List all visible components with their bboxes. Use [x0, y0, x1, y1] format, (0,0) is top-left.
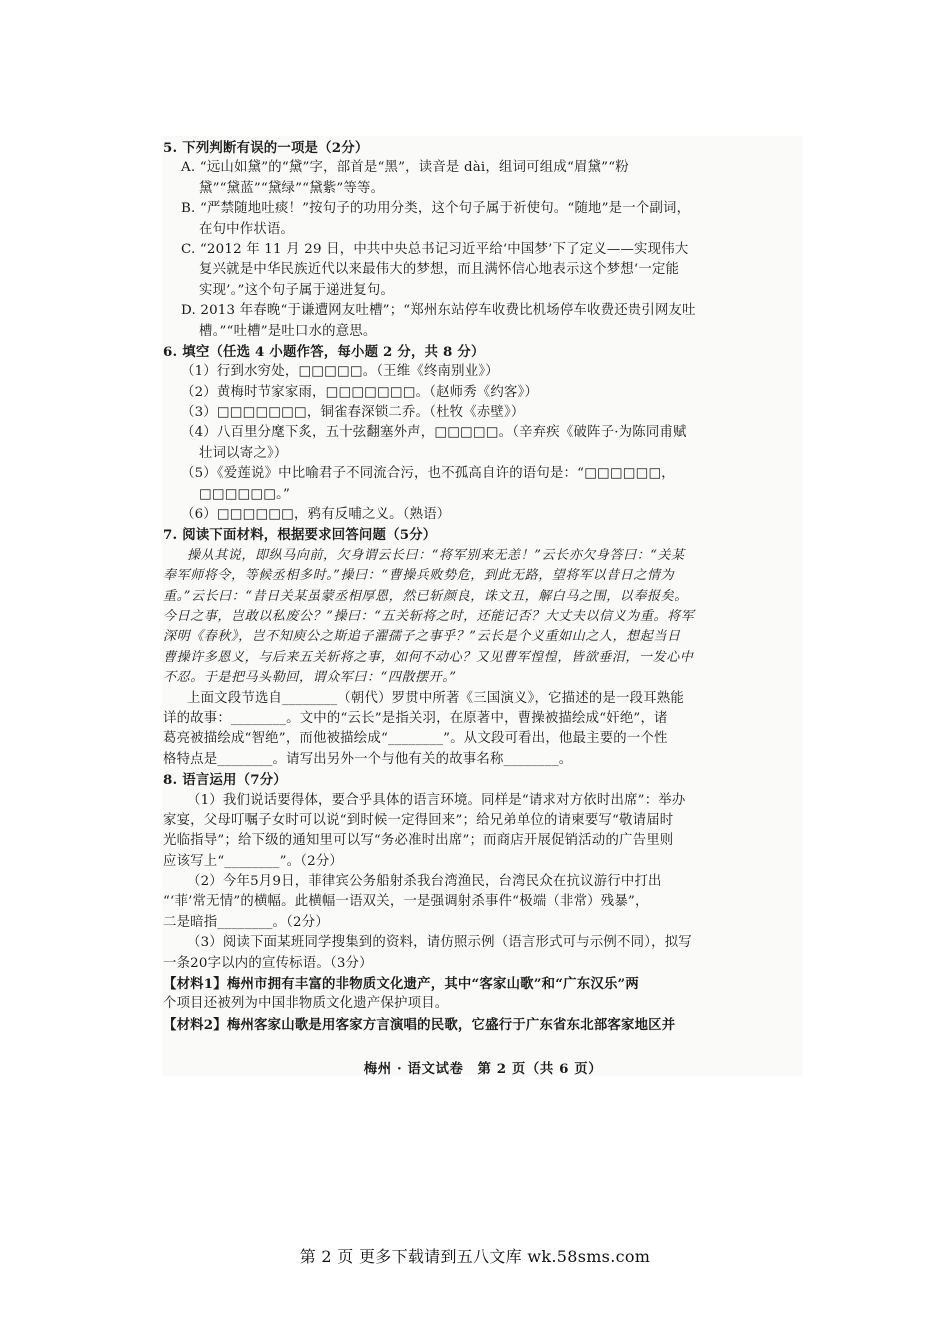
q8-material-2-line1: 【材料2】梅州客家山歌是用客家方言演唱的民歌，它盛行于广东省东北部客家地区并: [163, 1016, 676, 1033]
q6-item-5-line2: □□□□□□。”: [199, 486, 291, 502]
q6-item-4-line1: （4）八百里分麾下炙，五十弦翻塞外声，□□□□□。（辛弃疾《破阵子·为陈同甫赋: [181, 425, 687, 441]
q5-option-d-line2: 槽。”“吐槽”是吐口水的意思。: [199, 323, 377, 339]
question-7-title: 7. 阅读下面材料，根据要求回答问题（5分）: [163, 527, 437, 544]
q7-passage-line5: 深明《春秋》，岂不知庾公之斯追子濯孺子之事乎？”云长是个义重如山之人，想起当日: [163, 629, 681, 645]
download-footer: 第 2 页 更多下载请到五八文库 wk.58sms.com: [299, 1247, 651, 1266]
exam-page-number: 梅州 · 语文试卷 第 2 页（共 6 页）: [363, 1061, 603, 1077]
q8-part2-line2: “‘菲’常无情”的横幅。此横幅一语双关，一是强调射杀事件“极端（非常）残暴”，: [163, 894, 649, 910]
q6-item-6: （6）□□□□□□，鸦有反哺之义。（熟语）: [181, 507, 451, 523]
q6-item-5-line1: （5）《爱莲说》中比喻君子不同流合污，也不孤高自许的语句是：“□□□□□□，: [181, 466, 675, 482]
q7-passage-line3: 重。”云长曰：“昔日关某虽蒙丞相厚恩，然已斩颜良，诛文丑，解白马之围，以奉报矣。: [163, 588, 688, 604]
q6-item-1: （1）行到水穷处，□□□□□。（王维《终南别业》）: [181, 364, 499, 380]
q7-question-line4: 格特点是________。请写出另外一个与他有关的故事名称________。: [163, 751, 573, 767]
q7-question-line1: 上面文段节选自________（朝代）罗贯中所著《三国演义》，它描述的是一段耳熟能: [187, 690, 684, 706]
q7-passage-line4: 今日之事，岂敢以私废公？”操曰：“五关斩将之时，还能记否？大丈夫以信义为重。将军: [163, 608, 695, 624]
question-8-title: 8. 语言运用（7分）: [163, 772, 287, 789]
q8-material-1-line2: 个项目还被列为中国非物质文化遗产保护项目。: [163, 996, 449, 1012]
q8-part2-line1: （2）今年5月9日，菲律宾公务船射杀我台湾渔民，台湾民众在抗议游行中打出: [187, 874, 662, 890]
q5-option-c-line2: 复兴就是中华民族近代以来最伟大的梦想，而且满怀信心地表示这个梦想‘一定能: [199, 262, 680, 278]
q7-passage-line7: 不忍。于是把马头勒回，谓众军曰：“四散摆开。”: [163, 670, 457, 686]
q5-option-a-line1: A. “远山如黛”的“黛”字，部首是“黑”，读音是 dài，组词可组成“眉黛”“粉: [181, 160, 629, 176]
exam-content: [163, 138, 803, 1035]
q5-option-a-line2: 黛”“黛蓝”“黛绿”“黛紫”等等。: [199, 180, 385, 196]
q8-part3-line1: （3）阅读下面某班同学搜集到的资料，请仿照示例（语言形式可与示例不同），拟写: [187, 935, 692, 951]
q8-part1-line3: 光临指导”；给下级的通知里可以写“务必准时出席”；而商店开展促销活动的广告里则: [163, 833, 674, 849]
q8-material-1-line1: 【材料1】梅州市拥有丰富的非物质文化遗产，其中“客家山歌”和“广东汉乐”两: [163, 976, 640, 993]
q7-passage-line2: 奉军师将令，等候丞相多时。”操曰：“曹操兵败势危，到此无路，望将军以昔日之情为: [163, 568, 675, 584]
q8-part2-line3: 二是暗指________。（2分）: [163, 914, 329, 930]
q7-question-line2: 详的故事：________。文中的“云长”是指关羽，在原著中，曹操被描绘成“奸绝”，诸: [163, 710, 668, 726]
q7-passage-line1: 操从其说，即纵马向前，欠身谓云长曰：“将军别来无恙！”云长亦欠身答曰：“关某: [187, 547, 685, 563]
q7-passage-line6: 曹操许多恩义，与后来五关斩将之事，如何不动心？又见曹军惶惶，皆欲垂泪，一发心中: [163, 649, 694, 665]
q5-option-d-line1: D. 2013 年春晚“于谦遭网友吐槽”；“郑州东站停车收费比机场停车收费还贵引网友吐: [181, 303, 696, 319]
q5-option-b-line2: 在句中作状语。: [199, 221, 295, 237]
q7-question-line3: 葛亮被描绘成“智绝”，而他被描绘成“________”。从文段可看出，他最主要的一个性: [163, 731, 668, 747]
question-5-title: 5. 下列判断有误的一项是（2分）: [163, 140, 369, 156]
q8-part1-line1: （1）我们说话要得体，要合乎具体的语言环境。同样是“请求对方依时出席”：举办: [187, 792, 686, 808]
q8-part3-line2: 一条20字以内的宣传标语。（3分）: [163, 955, 373, 971]
q6-item-3: （3）□□□□□□□，铜雀春深锁二乔。（杜牧《赤壁》）: [181, 405, 525, 421]
q5-option-c-line3: 实现’。”这个句子属于递进复句。: [199, 282, 395, 298]
q5-option-b-line1: B. “严禁随地吐痰！”按句子的功用分类，这个句子属于祈使句。“随地”是一个副词，: [181, 201, 691, 217]
q6-item-2: （2）黄梅时节家家雨，□□□□□□□。（赵师秀《约客》）: [181, 384, 539, 400]
q8-part1-line4: 应该写上“________”。（2分）: [163, 853, 343, 869]
q5-option-c-line1: C. “2012 年 11 月 29 日，中共中央总书记习近平给‘中国梦’下了定义——实现伟大: [181, 241, 689, 257]
q6-item-4-line2: 壮词以寄之》）: [199, 445, 288, 461]
q8-part1-line2: 家宴，父母叮嘱子女时可以说“到时候一定得回来”；给兄弟单位的请柬要写“敬请届时: [163, 812, 674, 828]
question-6-title: 6. 填空（任选 4 小题作答，每小题 2 分，共 8 分）: [163, 343, 485, 360]
